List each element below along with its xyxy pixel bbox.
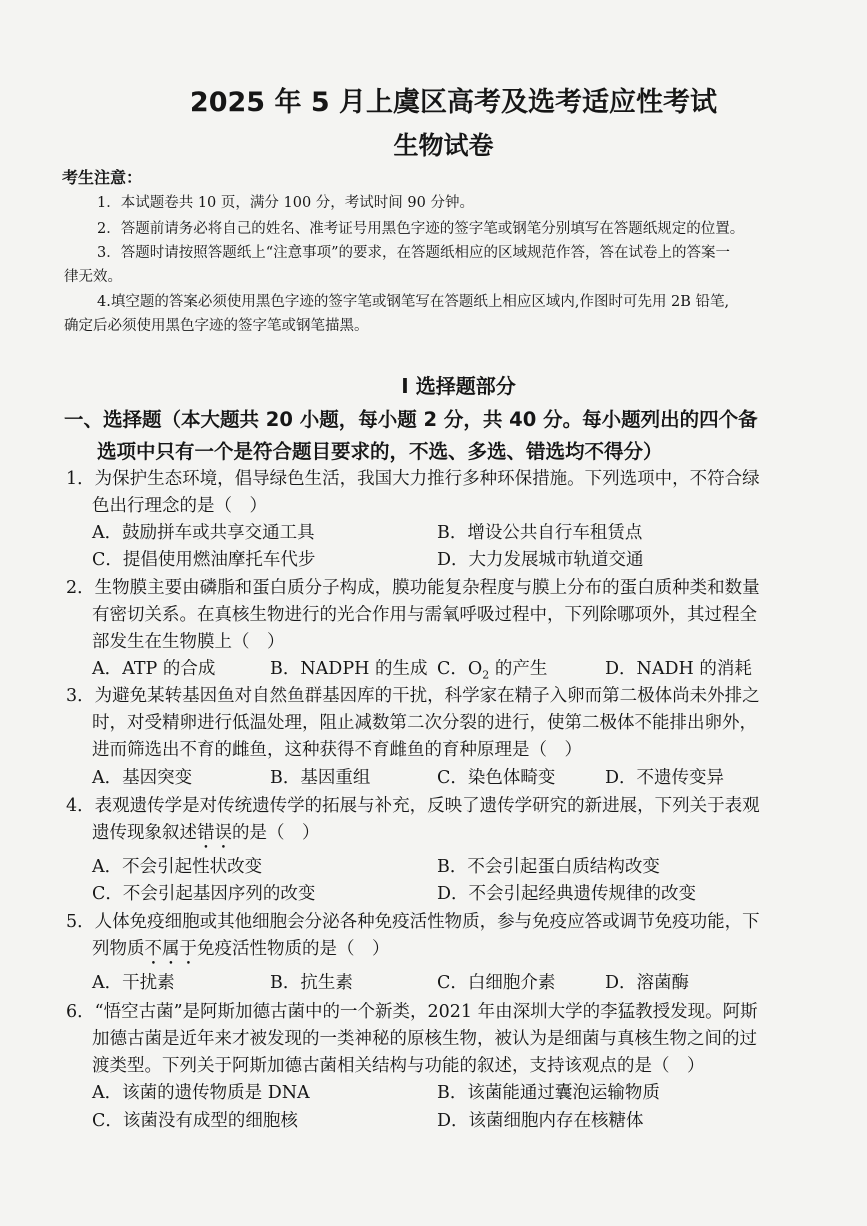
question-3-line: 3．为避免某转基因鱼对自然鱼群基因库的干扰，科学家在精子入卵而第二极体尚未外排之 (66, 686, 760, 706)
question-3-option-d: D．不遗传变异 (605, 768, 725, 788)
notice-line: 确定后必须使用黑色字迹的签字笔或钢笔描黑。 (64, 318, 369, 334)
part-instructions-line2: 选项中只有一个是符合题目要求的，不选、多选、错选均不得分） (97, 440, 663, 463)
notice-line: 3．答题时请按照答题纸上“注意事项”的要求，在答题纸相应的区域规范作答，答在试卷上的答案一 (97, 245, 731, 261)
question-4-option-a: A．不会引起性状改变 (92, 857, 263, 877)
question-2-line: 有密切关系。在真核生物进行的光合作用与需氧呼吸过程中，下列除哪项外，其过程全 (92, 605, 757, 625)
question-2-line: 部发生在生物膜上（ ） (92, 632, 285, 652)
notice-line: 4.填空题的答案必须使用黑色字迹的签字笔或钢笔写在答题纸上相应区域内,作图时可先用 2B 铅笔, (97, 294, 730, 310)
question-5-option-b: B．抗生素 (270, 973, 353, 993)
notice-line: 2．答题前请务必将自己的姓名、准考证号用黑色字迹的签字笔或钢笔分别填写在答题纸规定的位置。 (97, 221, 745, 237)
question-5-option-c: C．白细胞介素 (437, 973, 556, 993)
question-4-line: 4．表观遗传学是对传统遗传学的拓展与补充，反映了遗传学研究的新进展，下列关于表观 (66, 796, 760, 816)
question-6-line: 6．“悟空古菌”是阿斯加德古菌中的一个新类，2021 年由深圳大学的李猛教授发现。阿斯 (66, 1002, 758, 1022)
question-5-option-d: D．溶菌酶 (605, 973, 690, 993)
notice-line: 律无效。 (64, 269, 122, 285)
question-6-option-d: D．该菌细胞内存在核糖体 (437, 1111, 644, 1131)
question-1-line: 色出行理念的是（ ） (92, 496, 267, 516)
question-1-option-b: B．增设公共自行车租赁点 (437, 523, 643, 543)
part-instructions-line1: 一、选择题（本大题共 20 小题，每小题 2 分，共 40 分。每小题列出的四个备 (64, 408, 758, 431)
question-3-line: 时，对受精卵进行低温处理，阻止减数第二次分裂的进行，使第二极体不能排出卵外， (92, 713, 757, 733)
question-6-option-c: C．该菌没有成型的细胞核 (92, 1111, 298, 1131)
question-6-line: 渡类型。下列关于阿斯加德古菌相关结构与功能的叙述，支持该观点的是（ ） (92, 1056, 705, 1076)
question-1-option-a: A．鼓励拼车或共享交通工具 (92, 523, 315, 543)
question-3-option-c: C．染色体畸变 (437, 768, 556, 788)
question-3-option-a: A．基因突变 (92, 768, 193, 788)
question-4-line: 遗传现象叙述错误的是（ ） (92, 823, 320, 843)
question-2-option-d: D．NADH 的消耗 (605, 659, 752, 679)
emphasized-word: 不属于 (144, 939, 197, 959)
notice-heading: 考生注意： (62, 168, 143, 187)
emphasized-word: 错误 (197, 823, 232, 843)
question-3-line: 进而筛选出不育的雌鱼，这种获得不育雌鱼的育种原理是（ ） (92, 740, 582, 760)
question-6-option-a: A．该菌的遗传物质是 DNA (92, 1083, 310, 1103)
question-6-line: 加德古菌是近年来才被发现的一类神秘的原核生物，被认为是细菌与真核生物之间的过 (92, 1029, 757, 1049)
question-1-option-d: D．大力发展城市轨道交通 (437, 550, 644, 570)
exam-title: 2025 年 5 月上虞区高考及选考适应性考试 (189, 87, 718, 118)
question-2-option-b: B．NADPH 的生成 (270, 659, 428, 679)
question-2-option-c: C．$O_2$ 的产生 (437, 659, 548, 682)
question-1-line: 1．为保护生态环境，倡导绿色生活，我国大力推行多种环保措施。下列选项中，不符合绿 (66, 469, 760, 489)
question-1-option-c: C．提倡使用燃油摩托车代步 (92, 550, 316, 570)
question-4-option-d: D．不会引起经典遗传规律的改变 (437, 884, 697, 904)
question-3-option-b: B．基因重组 (270, 768, 371, 788)
question-5-line: 列物质不属于免疫活性物质的是（ ） (92, 939, 390, 959)
section-title: Ⅰ 选择题部分 (401, 374, 516, 398)
question-2-line: 2．生物膜主要由磷脂和蛋白质分子构成，膜功能复杂程度与膜上分布的蛋白质种类和数量 (66, 578, 760, 598)
question-6-option-b: B．该菌能通过囊泡运输物质 (437, 1083, 660, 1103)
question-4-option-c: C．不会引起基因序列的改变 (92, 884, 316, 904)
question-5-option-a: A．干扰素 (92, 973, 175, 993)
question-2-option-a: A．ATP 的合成 (92, 659, 216, 679)
question-5-line: 5．人体免疫细胞或其他细胞会分泌各种免疫活性物质，参与免疫应答或调节免疫功能，下 (66, 912, 760, 932)
question-4-option-b: B．不会引起蛋白质结构改变 (437, 857, 660, 877)
notice-line: 1．本试题卷共 10 页，满分 100 分，考试时间 90 分钟。 (97, 195, 474, 211)
exam-subtitle: 生物试卷 (393, 131, 494, 160)
